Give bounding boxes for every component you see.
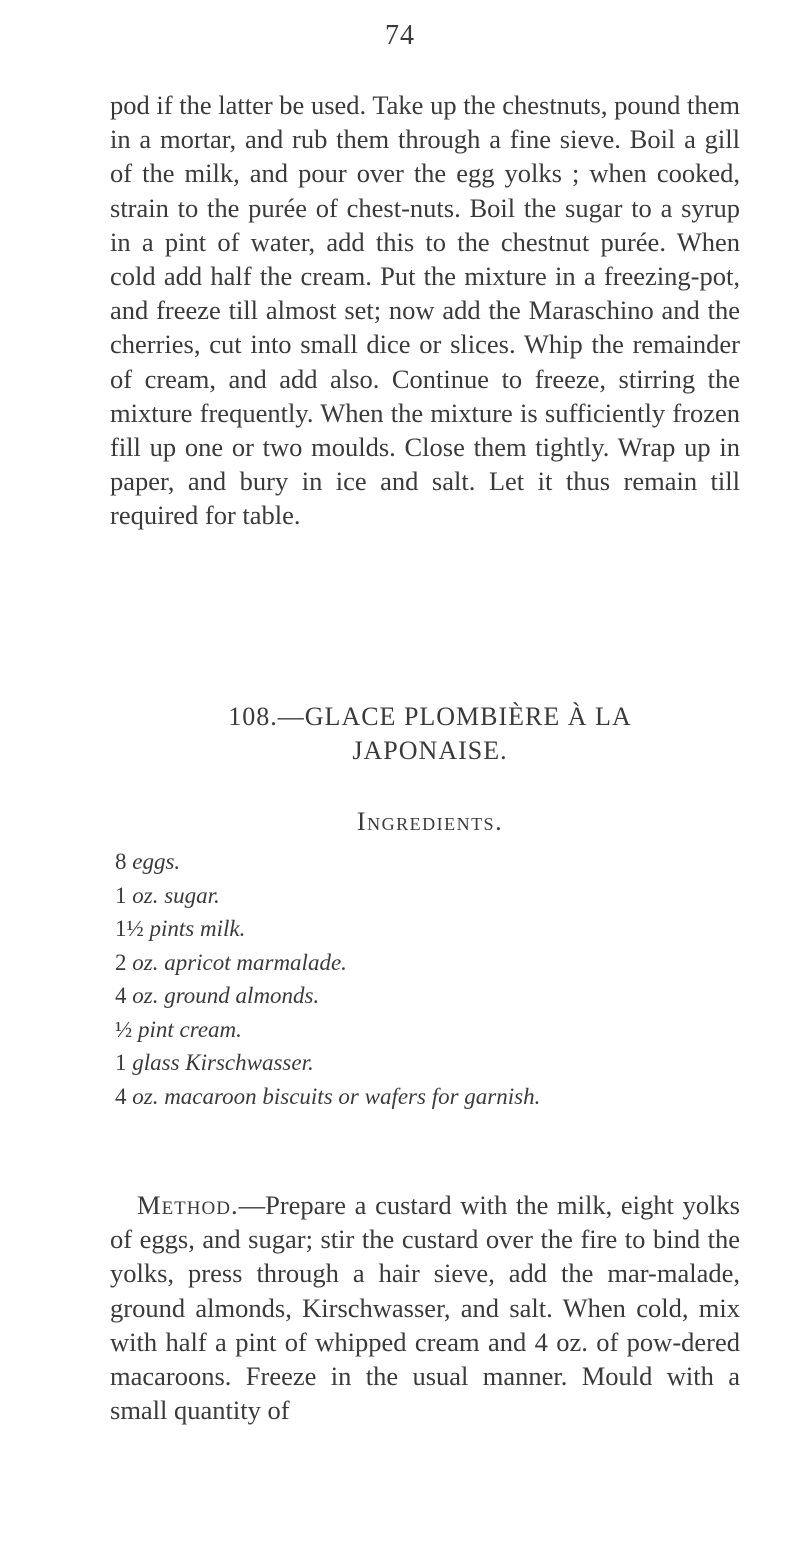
recipe-title-line-2: JAPONAISE. <box>352 736 508 765</box>
method-text: —Prepare a custard with the milk, eight yolks of eggs, and sugar; stir the custard over the fire to bind the yolks, press through a hair sieve, add the mar-malade, ground almonds, Kirschwasser, and salt. When cold, mix with half a pint of whipped cream and 4 oz. of pow-dered macaroons. Freeze in the usual manner. Mould with a small quantity of <box>110 1190 740 1426</box>
ingredient-item: ½ pint cream. <box>115 1016 242 1042</box>
recipe-title-line-1: 108.—GLACE PLOMBIÈRE À LA <box>228 702 632 731</box>
continuation-text: pod if the latter be used. Take up the chestnuts, pound them in a mortar, and rub them through a fine sieve. Boil a gill of the milk, and pour over the egg yolks ; when cooked, strain to the purée of chest-nuts. Boil the sugar to a syrup in a pint of water, add this to the chestnut purée. When cold add half the cream. Put the mixture in a freezing-pot, and freeze till almost set; now add the Maraschino and the cherries, cut into small dice or slices. Whip the remainder of cream, and add also. Continue to freeze, stirring the mixture frequently. When the mixture is sufficiently frozen fill up one or two moulds. Close them tightly. Wrap up in paper, and bury in ice and salt. Let it thus remain till required for table. <box>110 90 740 531</box>
page-number: 74 <box>385 20 415 51</box>
continuation-paragraph <box>110 88 740 533</box>
ingredients-heading: Ingredients. <box>356 807 504 836</box>
ingredient-item: 4 oz. ground almonds. <box>115 983 320 1008</box>
ingredient-item: 1 oz. sugar. <box>115 882 220 908</box>
ingredient-item: 8 eggs. <box>115 849 181 874</box>
method-paragraph <box>110 1188 740 1427</box>
method-label: Method. <box>137 1190 239 1220</box>
ingredient-item: 1½ pints milk. <box>115 916 246 941</box>
recipe-title <box>120 700 740 768</box>
ingredient-item: 1 glass Kirschwasser. <box>115 1050 314 1075</box>
ingredient-item: 4 oz. macaroon biscuits or wafers for garnish. <box>115 1083 541 1109</box>
ingredient-item: 2 oz. apricot marmalade. <box>115 949 347 975</box>
ingredients-list <box>115 845 755 1113</box>
